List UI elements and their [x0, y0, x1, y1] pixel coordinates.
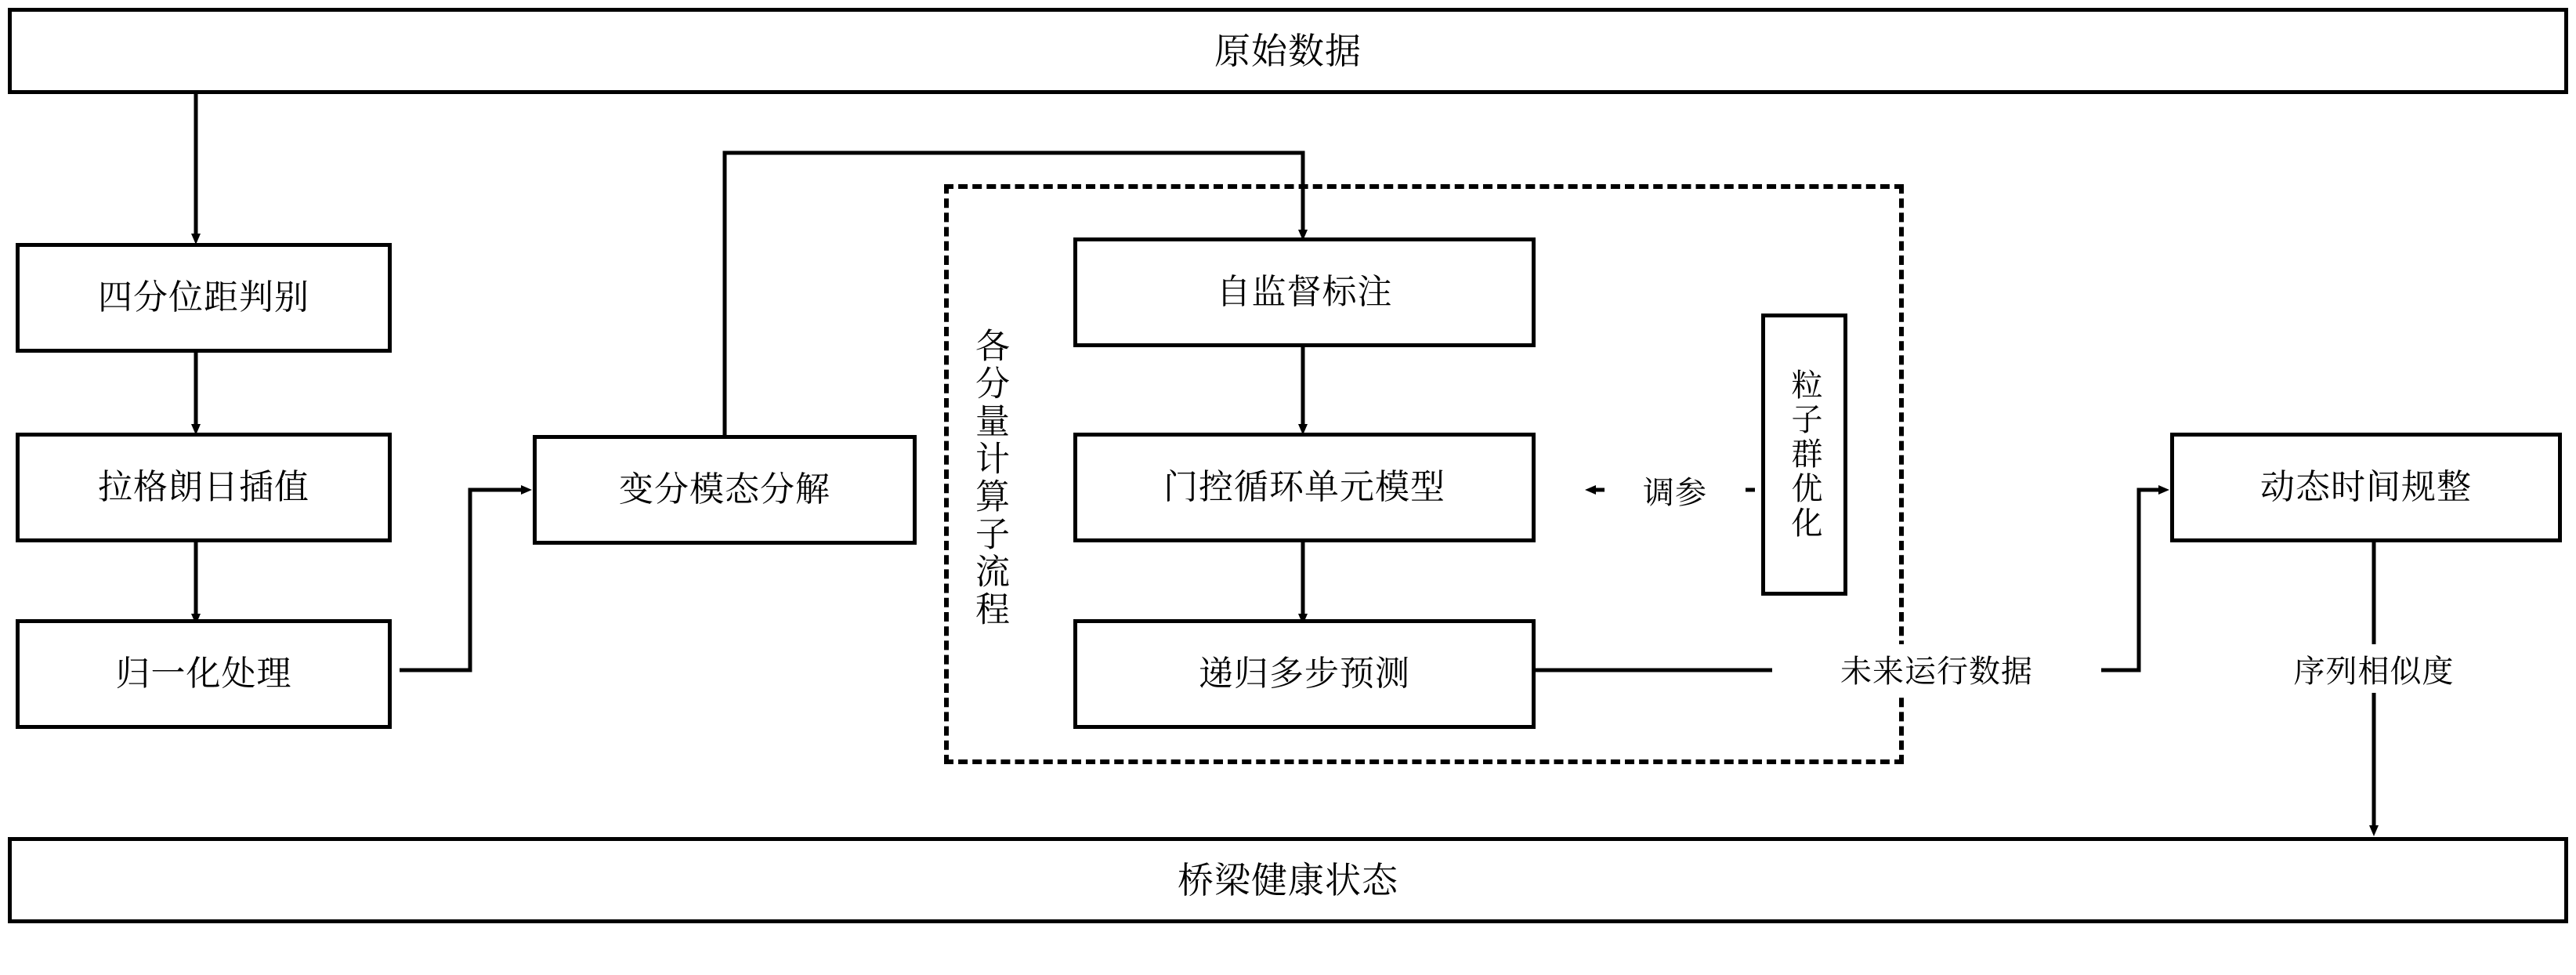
node-recursive-forecast[interactable]: 递归多步预测 [1073, 619, 1536, 729]
node-lagrange[interactable]: 拉格朗日插值 [16, 433, 392, 542]
node-self-supervised[interactable]: 自监督标注 [1073, 237, 1536, 347]
node-dtw[interactable]: 动态时间规整 [2170, 433, 2562, 542]
subprocess-group-label: 各分量计算子流程 [969, 328, 1009, 629]
node-vmd[interactable]: 变分模态分解 [533, 435, 917, 545]
edge-label-future-data: 未来运行数据 [1772, 644, 2101, 693]
node-gru-model[interactable]: 门控循环单元模型 [1073, 433, 1536, 542]
edge-label-tuning: 调参 [1605, 466, 1746, 513]
node-pso[interactable] [1761, 314, 1847, 596]
node-bridge-health[interactable]: 桥梁健康状态 [8, 837, 2568, 923]
edge-label-similarity: 序列相似度 [2233, 644, 2515, 693]
node-raw-data[interactable]: 原始数据 [8, 8, 2568, 94]
node-iqr[interactable]: 四分位距判别 [16, 243, 392, 353]
node-pso-label: 粒子群优化 [1786, 368, 1822, 541]
node-normalize[interactable]: 归一化处理 [16, 619, 392, 729]
